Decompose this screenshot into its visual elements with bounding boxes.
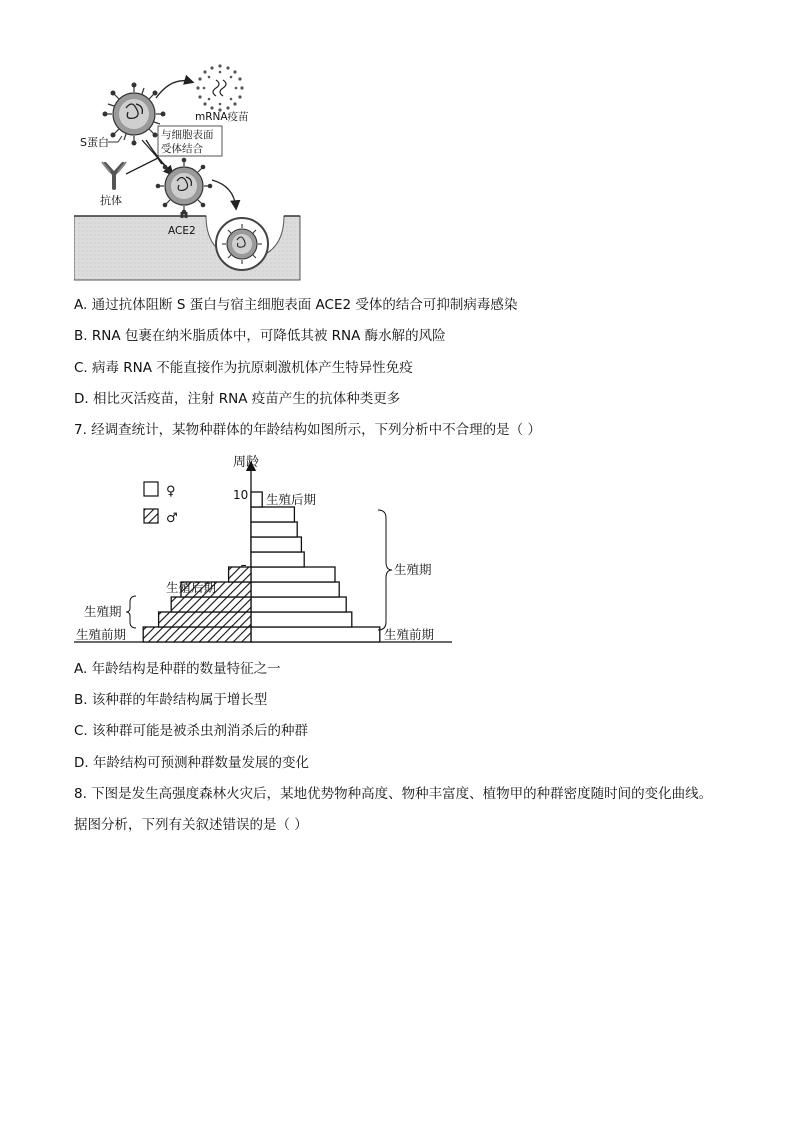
legend-female-symbol: ♀	[166, 484, 176, 499]
legend-female-swatch	[144, 482, 158, 496]
age-structure-chart	[70, 448, 460, 648]
male-bar-0	[143, 627, 251, 642]
virus-infection-diagram	[74, 62, 304, 282]
female-bar-8	[251, 507, 294, 522]
right-label-pre-reproductive: 生殖前期	[384, 627, 435, 642]
legend-male-symbol: ♂	[166, 511, 178, 526]
female-bar-7	[251, 522, 297, 537]
q6-option-b: B. RNA 包裹在纳米脂质体中，可降低其被 RNA 酶水解的风险	[74, 328, 446, 344]
virus-particle-3	[222, 224, 262, 264]
q7-option-a: A. 年龄结构是种群的数量特征之一	[74, 661, 281, 677]
left-label-post-reproductive: 生殖后期	[166, 580, 217, 595]
male-bar-4	[229, 567, 251, 582]
female-bar-9	[251, 492, 262, 507]
q7-option-d: D. 年龄结构可预测种群数量发展的变化	[74, 755, 309, 771]
left-bracket	[126, 596, 136, 628]
antibody-label: 抗体	[100, 194, 122, 207]
male-bar-2	[171, 597, 251, 612]
female-bars	[251, 492, 380, 642]
left-label-reproductive: 生殖期	[84, 604, 122, 619]
legend-male-swatch	[144, 509, 158, 523]
female-bar-6	[251, 537, 301, 552]
female-bar-2	[251, 597, 346, 612]
q8-stem-line2: 据图分析，下列有关叙述错误的是（ ）	[74, 817, 308, 833]
female-bar-0	[251, 627, 380, 642]
virus-particle-2	[156, 158, 213, 215]
virus-particle-1	[103, 83, 166, 146]
q7-option-b: B. 该种群的年龄结构属于增长型	[74, 692, 268, 708]
q6-option-a: A. 通过抗体阻断 S 蛋白与宿主细胞表面 ACE2 受体的结合可抑制病毒感染	[74, 297, 518, 313]
left-label-pre-reproductive: 生殖前期	[76, 627, 127, 642]
q7-option-c: C. 该种群可能是被杀虫剂消杀后的种群	[74, 723, 309, 739]
female-bar-1	[251, 612, 352, 627]
right-bracket	[378, 510, 392, 630]
male-bars	[143, 567, 251, 642]
q7-stem: 7. 经调查统计，某物种群体的年龄结构如图所示，下列分析中不合理的是（ ）	[74, 422, 541, 438]
right-label-post-reproductive: 生殖后期	[266, 492, 317, 507]
female-bar-3	[251, 582, 339, 597]
antibody-icon	[102, 162, 126, 188]
q6-option-d: D. 相比灭活疫苗，注射 RNA 疫苗产生的抗体种类更多	[74, 391, 401, 407]
mrna-vaccine-label: mRNA疫苗	[195, 111, 249, 123]
binding-label-line2: 受体结合	[161, 143, 203, 155]
ace2-label: ACE2	[168, 225, 196, 237]
s-protein-label: S蛋白	[80, 136, 109, 149]
male-bar-1	[159, 612, 251, 627]
q6-option-c: C. 病毒 RNA 不能直接作为抗原刺激机体产生特异性免疫	[74, 360, 413, 376]
right-label-reproductive: 生殖期	[394, 562, 432, 577]
mrna-vaccine-particle	[196, 64, 243, 111]
y-tick-10: 10	[233, 488, 249, 502]
binding-label-line1: 与细胞表面	[161, 129, 214, 141]
q8-stem-line1: 8. 下图是发生高强度森林火灾后，某地优势物种高度、物种丰富度、植物甲的种群密度随时间的变化曲线。	[74, 786, 713, 802]
female-bar-4	[251, 567, 335, 582]
female-bar-5	[251, 552, 304, 567]
y-axis-label: 周龄	[233, 455, 260, 470]
